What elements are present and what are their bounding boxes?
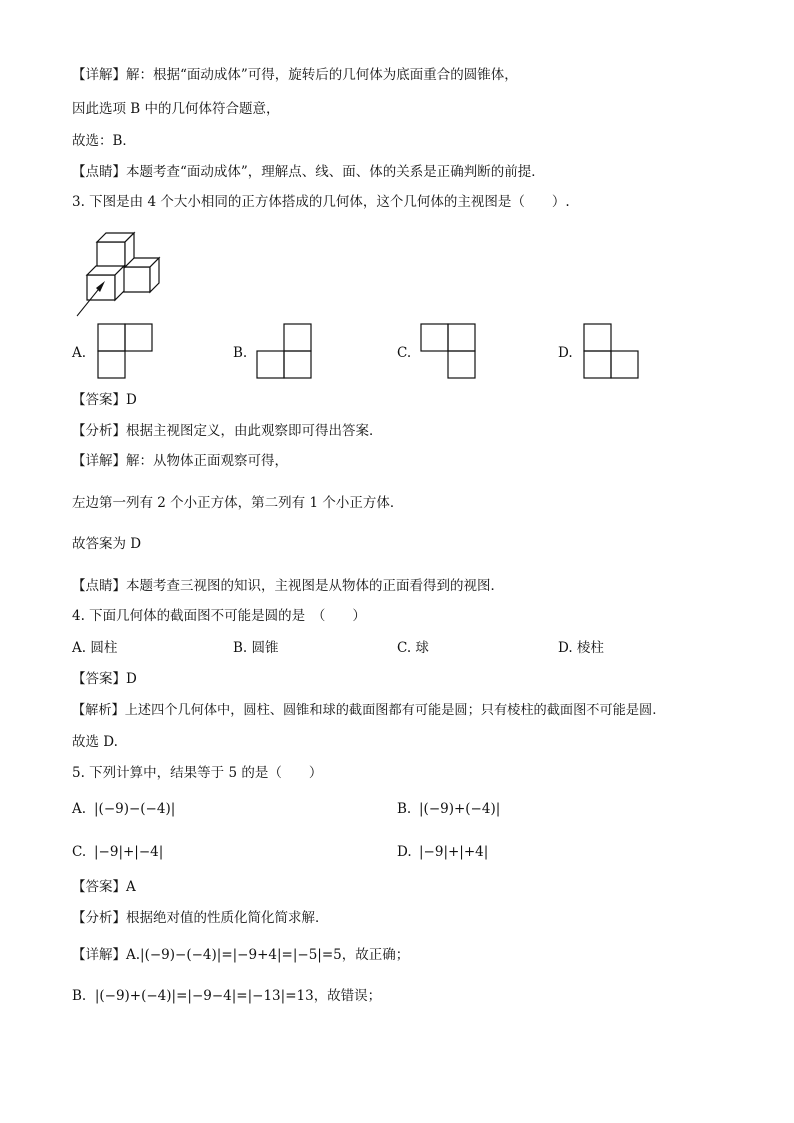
q3-analysis: 【分析】根据主视图定义，由此观察即可得出答案．: [72, 423, 383, 439]
q4-option-b: B. 圆锥: [233, 640, 279, 656]
q5-detail-a: [72, 946, 409, 964]
q3-option-b-view: [255, 322, 315, 382]
q5-option-a-label: A.: [72, 801, 87, 817]
q4-option-d: D. 棱柱: [558, 640, 604, 656]
q5-option-d-label: D.: [397, 844, 412, 860]
q5-analysis: 【分析】根据绝对值的性质化简化简求解．: [72, 910, 329, 926]
q5-detail-label: 【详解】A.: [72, 947, 141, 963]
question-3-stem: 3. 下图是由 4 个大小相同的正方体搭成的几何体，这个几何体的主视图是（ ）.: [72, 194, 570, 210]
q5-option-c-expr: |−9|+|−4|: [94, 844, 164, 860]
q4-explanation: 【解析】上述四个几何体中，圆柱、圆锥和球的截面图都有可能是圆；只有棱柱的截面图不可能是圆.: [72, 703, 657, 718]
q4-answer: 【答案】D: [72, 671, 137, 687]
q3-detail-line-3: 故答案为 D: [72, 536, 142, 552]
q5-detail-b-expr: |(−9)+(−4)|=|−9−4|=|−13|=13: [94, 988, 314, 1004]
q5-detail-b: [72, 987, 381, 1005]
question-5-stem: 5. 下列计算中，结果等于 5 的是（ ）: [72, 765, 323, 781]
q5-option-b-expr: |(−9)+(−4)|: [419, 801, 501, 817]
cube-stack-figure: [72, 220, 172, 320]
q4-option-c: C. 球: [397, 640, 429, 656]
q3-option-d-label: D.: [558, 345, 573, 361]
solution-line-1: 【详解】解：根据“面动成体”可得，旋转后的几何体为底面重合的圆锥体，: [72, 67, 518, 83]
q5-detail-b-label: B.: [72, 988, 87, 1004]
q3-option-a-view: [96, 322, 156, 382]
q3-option-a-label: A.: [72, 345, 87, 361]
q3-detail-line-2: 左边第一列有 2 个小正方体，第二列有 1 个小正方体．: [72, 495, 404, 511]
q3-option-b-label: B.: [233, 345, 248, 361]
question-4-stem: 4. 下面几何体的截面图不可能是圆的是 （ ）: [72, 608, 366, 624]
comment-line: 【点睛】本题考查“面动成体”，理解点、线、面、体的关系是正确判断的前提．: [72, 164, 545, 180]
q3-comment: 【点睛】本题考查三视图的知识，主视图是从物体的正面看得到的视图．: [72, 578, 504, 594]
q5-answer: 【答案】A: [72, 879, 136, 895]
q5-option-d-expr: |−9|+|+4|: [419, 844, 489, 860]
q5-option-c-label: C.: [72, 844, 87, 860]
q3-option-d-view: [582, 322, 642, 382]
q5-detail-b-verdict: ，故错误；: [313, 988, 382, 1004]
q3-option-c-view: [419, 322, 479, 382]
q3-option-c-label: C.: [397, 345, 412, 361]
solution-line-3: 故选：B．: [72, 133, 136, 149]
q5-detail-a-verdict: ，故正确；: [341, 947, 410, 963]
q3-detail: 【详解】解：从物体正面观察可得，: [72, 453, 288, 469]
q3-answer: 【答案】D: [72, 392, 137, 408]
q4-option-a: A. 圆柱: [72, 640, 118, 656]
q5-detail-a-expr: |(−9)−(−4)|=|−9+4|=|−5|=5: [140, 947, 342, 963]
q4-selection: 故选 D.: [72, 734, 118, 750]
q5-option-b-label: B.: [397, 801, 412, 817]
solution-line-2: 因此选项 B 中的几何体符合题意，: [72, 101, 280, 117]
q5-option-a-expr: |(−9)−(−4)|: [94, 801, 176, 817]
